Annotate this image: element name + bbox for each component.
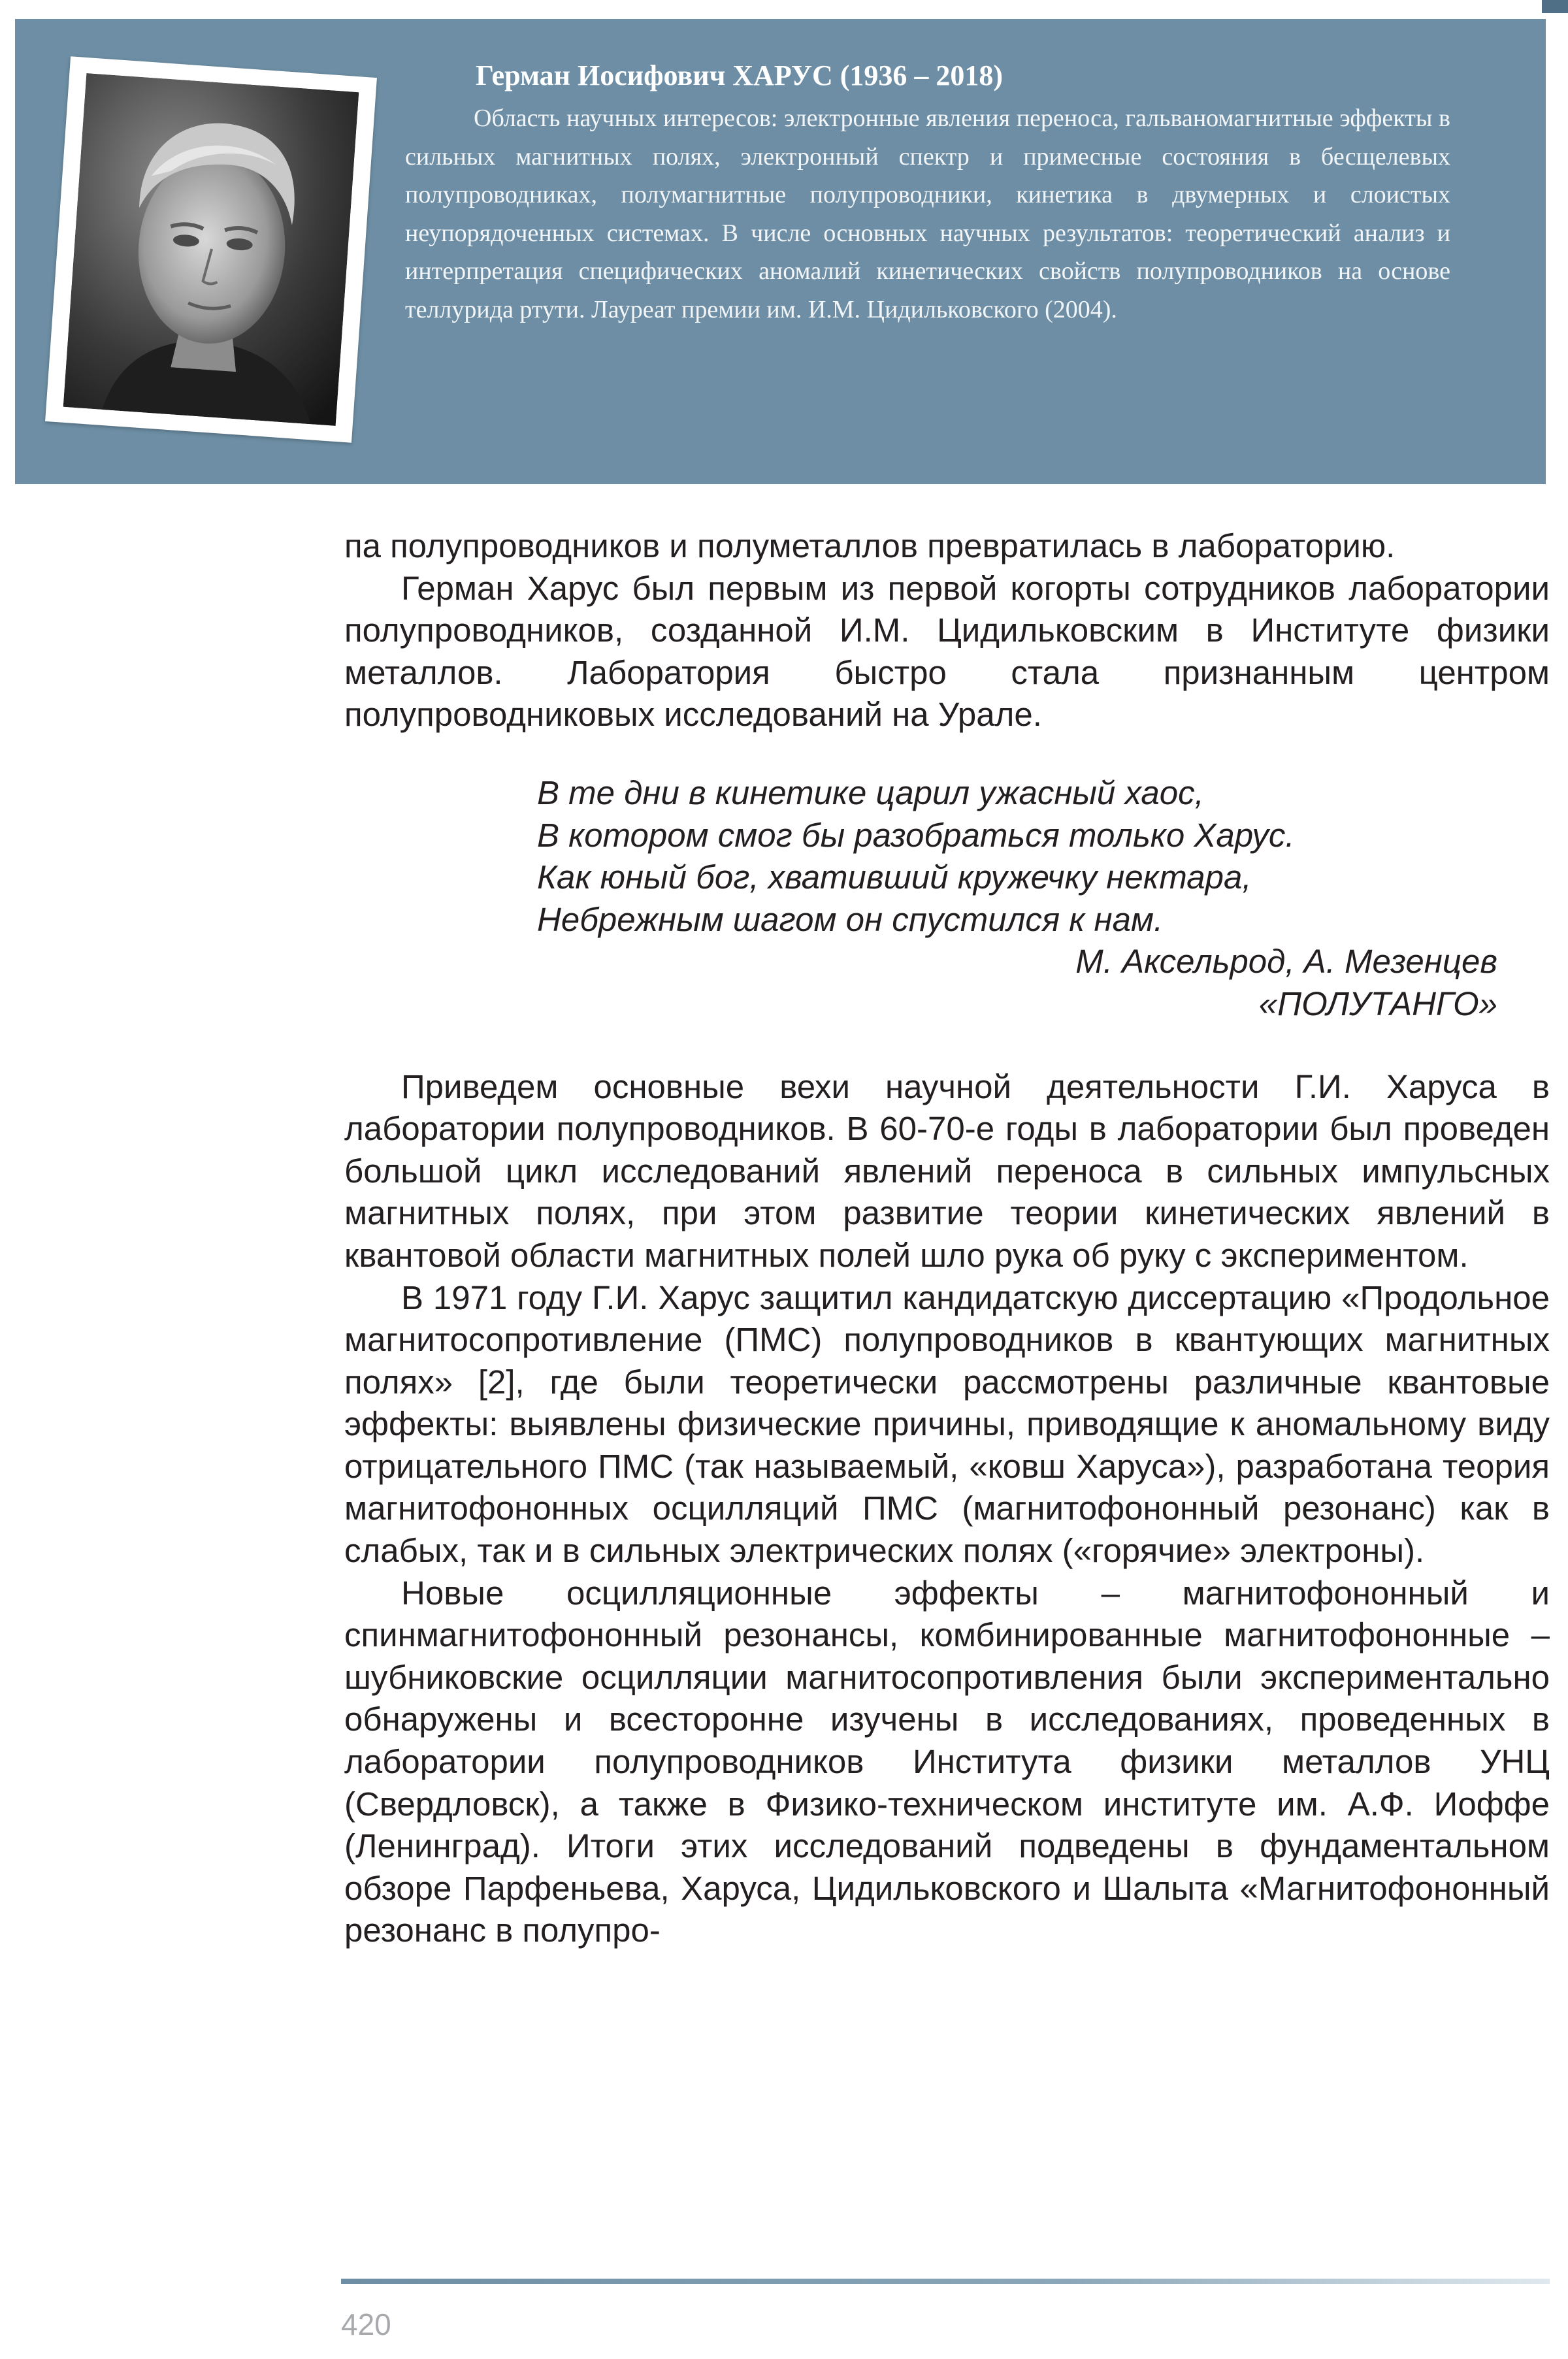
footer-rule — [341, 2279, 1550, 2284]
poem-title: «ПОЛУТАНГО» — [1258, 984, 1497, 1022]
paragraph: Герман Харус был первым из первой когорты сотрудников лаборатории полупроводников, созданной И.М. Цидильковским в Институте физики металлов. Лаборатория быстро стала признанным центром полупроводниковых исследований на Урале. — [344, 569, 1550, 734]
poem-line: Небрежным шагом он спустился к нам. — [537, 900, 1164, 938]
paragraph-continuation: па полупроводников и полуметаллов превратилась в лабораторию. — [344, 527, 1396, 564]
top-edge-tab — [1542, 0, 1568, 13]
bio-name: Герман Иосифович ХАРУС (1936 – 2018) — [476, 59, 1004, 91]
paragraph: В 1971 году Г.И. Харус защитил кандидатскую диссертацию «Продольное магнитосопротивление (ПМС) полупроводников в квантующих магнитных полях» [2], где были теоретически рассмотрены различные квантовые эффекты: выявлены физические причины, приводящие к аномальному виду отрицательного ПМС (так называемый, «ковш Харуса»), разработана теория магнитофононных осцилляций ПМС (магнитофононный резонанс) как в слабых, так и в сильных электрических полях («горячие» электроны). — [344, 1278, 1550, 1570]
paragraph: Новые осцилляционные эффекты – магнитофононный и спинмагнитофононный резонансы, комбинированные магнитофононные – шубниковские осцилляции магнитосопротивления были экспериментально обнаружены и всесторонне изучены в исследованиях, проведенных в лаборатории полупроводников Института физики металлов УНЦ (Свердловск), а также в Физико-техническом институте им. А.Ф. Иоффе (Ленинград). Итоги этих исследований подведены в фундаментальном обзоре Парфеньева, Харуса, Цидильковского и Шалыта «Магнитофононный резонанс в полупро- — [344, 1574, 1550, 1949]
poem-line: Как юный бог, хвативший кружечку нектара, — [537, 858, 1252, 896]
portrait-image — [63, 73, 359, 426]
page-number: 420 — [341, 2307, 391, 2341]
poem-epigraph — [344, 772, 1550, 1026]
paragraph: Приведем основные вехи научной деятельности Г.И. Харуса в лаборатории полупроводников. В 60-70-е годы в лаборатории был проведен большой цикл исследований явлений переноса в сильных импульсных магнитных полях, при этом развитие теории кинетических явлений в квантовой области магнитных полей шло рука об руку с экспериментом. — [344, 1067, 1550, 1274]
poem-authors: М. Аксельрод, А. Мезенцев — [1075, 943, 1497, 981]
bio-text-block — [405, 57, 1450, 329]
poem-line: В те дни в кинетике царил ужасный хаос, — [537, 773, 1204, 811]
bio-description: Область научных интересов: электронные явления переноса, гальваномагнитные эффекты в сильных магнитных полях, электронный спектр и примесные состояния в бесщелевых полупроводниках, полумагнитные полупроводники, кинетика в двумерных и слоистых неупорядоченных системах. В числе основных научных результатов: теоретический анализ и интерпретация специфических аномалий кинетических свойств полупроводников на основе теллурида ртути. Лауреат премии им. И.М. Цидильковского (2004). — [405, 105, 1450, 323]
main-text — [344, 525, 1550, 1952]
portrait-photo — [45, 56, 377, 442]
poem-line: В котором смог бы разобраться только Харус. — [537, 816, 1295, 854]
